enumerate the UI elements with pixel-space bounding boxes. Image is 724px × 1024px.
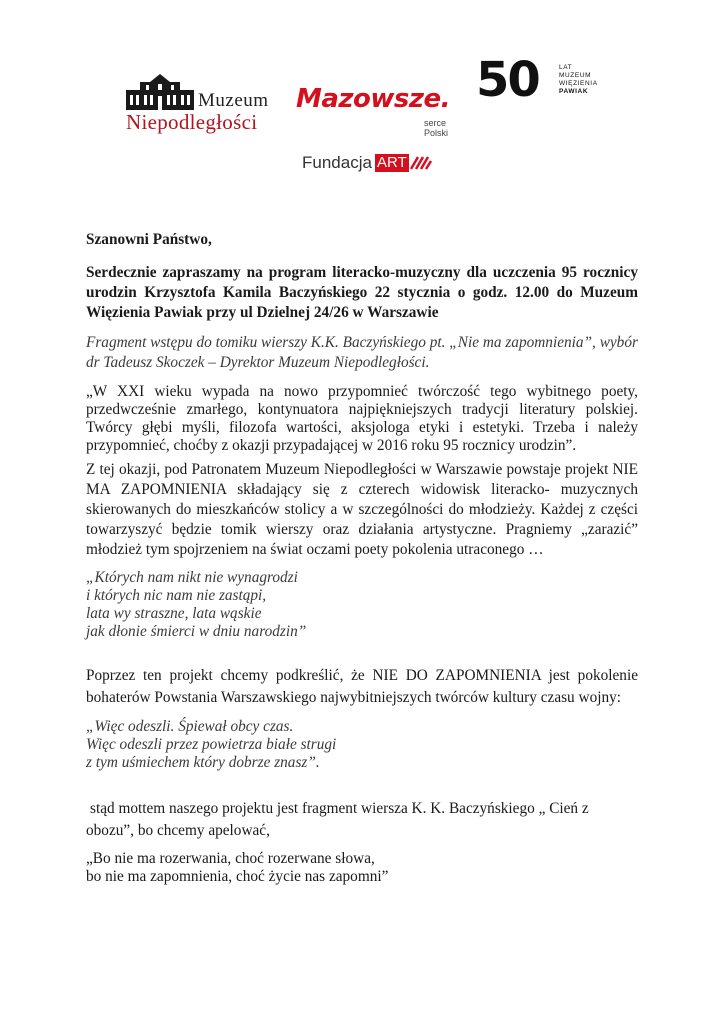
poem-line: jak dłonie śmierci w dniu narodzin”	[86, 623, 307, 640]
niepodleglosci-word: Niepodległości	[126, 110, 258, 134]
fundacja-art-logo	[302, 153, 442, 175]
poem-line: „Więc odeszli. Śpiewał obcy czas.	[86, 718, 294, 735]
poem-line: „Bo nie ma rozerwania, choć rozerwane słowa,	[86, 850, 375, 867]
poem-line: i których nic nam nie zastąpi,	[86, 587, 267, 604]
museum-building-icon	[124, 72, 196, 112]
mazowsze-logo	[296, 84, 466, 138]
poem-fragment-3	[86, 850, 638, 886]
poem-line: Więc odeszli przez powietrza białe strugi	[86, 736, 337, 753]
poem-fragment-2	[86, 718, 638, 772]
poem-fragment-1	[86, 569, 638, 641]
muzeum-niepodleglosci-logo	[124, 70, 294, 140]
emphasis-paragraph: Poprzez ten projekt chcemy podkreślić, że NIE DO ZAPOMNIENIA jest pokolenie bohaterów Powstania Warszawskiego najwybitniejszych twórców kultury czasu wojny:	[86, 667, 638, 706]
poem-line: bo nie ma zapomnienia, choć życie nas zapomni”	[86, 868, 389, 885]
pawiak-line: PAWIAK	[559, 88, 589, 95]
wheat-icon	[536, 60, 556, 102]
art-badge: ART	[377, 154, 407, 171]
fragment-intro: Fragment wstępu do tomiku wierszy K.K. Baczyńskiego pt. „Nie ma zapomnienia”, wybór dr Tadeusz Skoczek – Dyrektor Muzeum Niepodległości.	[86, 334, 638, 371]
pawiak-50-caption	[559, 64, 598, 96]
pawiak-line: MUZEUM	[559, 72, 592, 79]
pawiak-50-logo	[476, 52, 606, 110]
pawiak-line: WIĘZIENIA	[559, 80, 598, 87]
motto-paragraph: stąd mottem naszego projektu jest fragment wiersza K. K. Baczyńskiego „ Cień z obozu”, bo chcemy apelować,	[86, 800, 589, 839]
greeting: Szanowni Państwo,	[86, 231, 212, 248]
poem-line: lata wy straszne, lata wąskie	[86, 605, 262, 622]
fundacja-word: Fundacja	[302, 153, 372, 172]
poem-line: z tym uśmiechem który dobrze znasz”.	[86, 754, 320, 771]
project-paragraph: Z tej okazji, pod Patronatem Muzeum Niepodległości w Warszawie powstaje projekt NIE MA ZAPOMNIENIA składający się z czterech widowisk literacko- muzycznych skierowanych do mieszkańców stolicy a w szczególności do młodzieży. Każdej z części towarzyszyć będzie tomik wierszy oraz działania artystyczne. Pragniemy „zarazić” młodzież tym spojrzeniem na świat oczami poety pokolenia utraconego …	[86, 461, 638, 558]
mazowsze-word: Mazowsze.	[296, 84, 451, 114]
brush-stroke-icon	[410, 155, 432, 171]
director-quote: „W XXI wieku wypada na nowo przypomnieć twórczość tego wybitnego poety, przedwcześnie zmarłego, kontynuatora najpiękniejszych tradycji literatury polskiej. Twórcy głębi myśli, filozofa wartości, aksjologa etyki i estetyki. Trzeba i należy przypomnieć, choćby z okazji przypadającej w 2016 roku 95 rocznicy urodzin”.	[86, 383, 638, 454]
pawiak-50-number: 50	[476, 52, 539, 108]
invitation-paragraph: Serdecznie zapraszamy na program literacko-muzyczny dla uczczenia 95 rocznicy urodzin Krzysztofa Kamila Baczyńskiego 22 stycznia o godz. 12.00 do Muzeum Więzienia Pawiak przy ul Dzielnej 24/26 w Warszawie	[86, 264, 638, 321]
poem-line: „Których nam nikt nie wynagrodzi	[86, 569, 298, 586]
pawiak-line: LAT	[559, 64, 573, 71]
mazowsze-tagline: serce Polski	[424, 118, 449, 138]
muzeum-word: Muzeum	[198, 90, 269, 111]
